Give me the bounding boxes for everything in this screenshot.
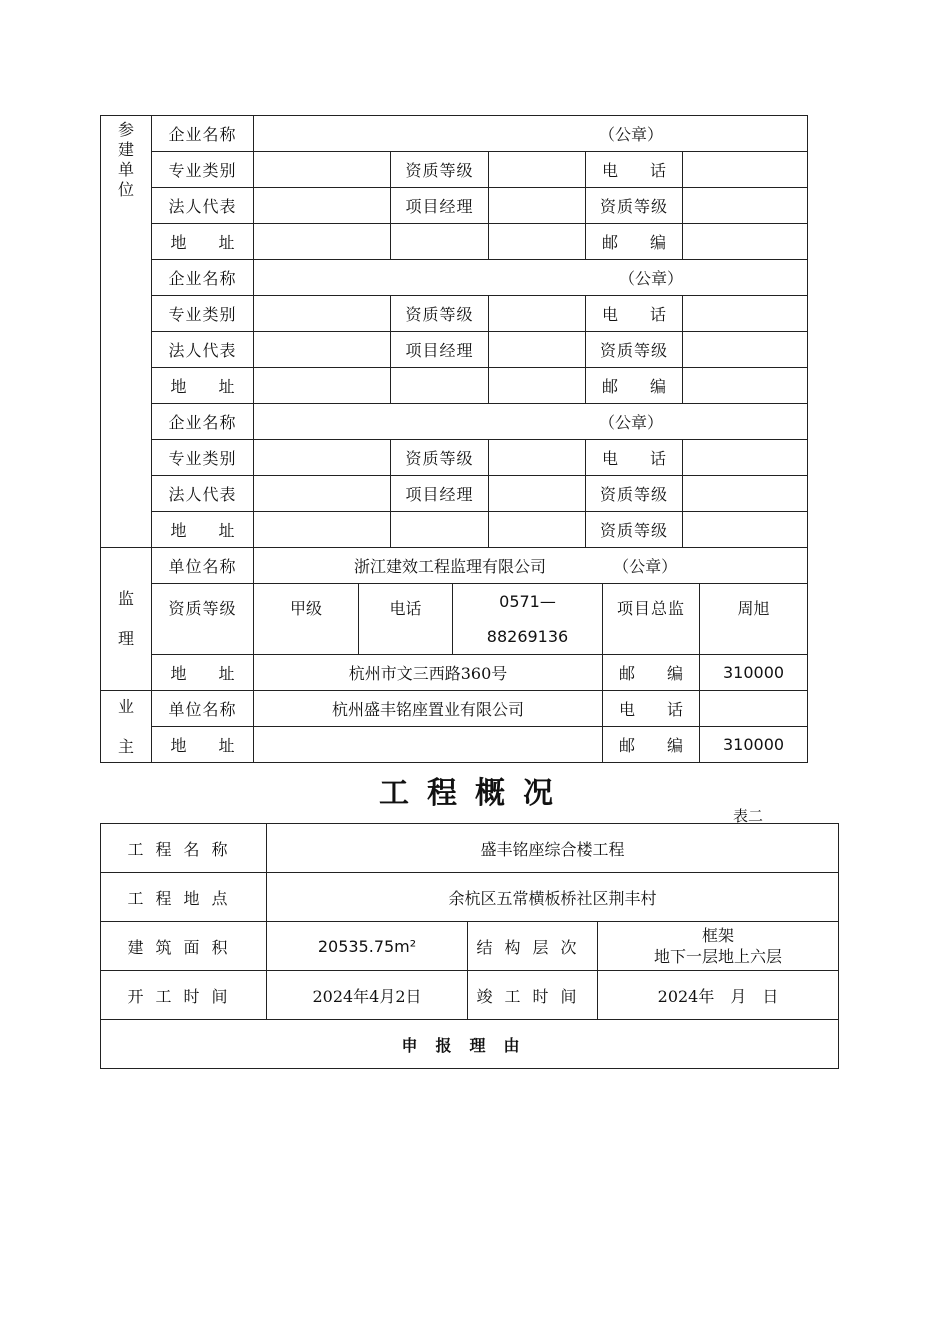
overview-table bbox=[100, 823, 839, 1069]
participants-group-label bbox=[101, 116, 152, 548]
participants-vertical-label: 参 建 单 位 bbox=[117, 120, 134, 199]
unit1-qualification-label: 资质等级 bbox=[391, 152, 489, 188]
supervision-group-label bbox=[101, 548, 152, 691]
unit3-qualification-field[interactable] bbox=[489, 440, 586, 476]
unit1-qualification2-label: 资质等级 bbox=[586, 188, 683, 224]
unit2-address-field-2[interactable] bbox=[391, 368, 489, 404]
owner-postcode: 310000 bbox=[700, 727, 808, 763]
unit1-address-field-3[interactable] bbox=[489, 224, 586, 260]
unit3-qualification2-label: 资质等级 bbox=[586, 476, 683, 512]
unit1-specialty-field[interactable] bbox=[254, 152, 391, 188]
unit1-pm-label: 项目经理 bbox=[391, 188, 489, 224]
unit3-postcode-field[interactable] bbox=[683, 512, 808, 548]
unit1-specialty-label: 专业类别 bbox=[152, 152, 254, 188]
unit2-postcode-label: 邮 编 bbox=[586, 368, 683, 404]
unit2-legal-rep-label: 法人代表 bbox=[152, 332, 254, 368]
unit2-phone-field[interactable] bbox=[683, 296, 808, 332]
structure-label: 结构层次 bbox=[468, 922, 598, 971]
owner-address-label: 地 址 bbox=[152, 727, 254, 763]
structure-line2: 地下一层地上六层 bbox=[654, 947, 783, 966]
unit3-legal-rep-field[interactable] bbox=[254, 476, 391, 512]
supervision-address: 杭州市文三西路360号 bbox=[254, 655, 603, 691]
reason-label: 申报理由 bbox=[101, 1020, 839, 1069]
owner-vertical-label: 业 主 bbox=[117, 696, 134, 756]
unit3-phone-label: 电 话 bbox=[586, 440, 683, 476]
unit2-qualification-field[interactable] bbox=[489, 296, 586, 332]
unit3-qualification-label: 资质等级 bbox=[391, 440, 489, 476]
structure-line1: 框架 bbox=[702, 926, 735, 945]
participants-table bbox=[100, 115, 808, 548]
unit2-postcode-field[interactable] bbox=[683, 368, 808, 404]
unit1-address-field-2[interactable] bbox=[391, 224, 489, 260]
unit2-name-label: 企业名称 bbox=[152, 260, 254, 296]
supervision-phone-line2: 88269136 bbox=[486, 627, 569, 646]
unit3-specialty-field[interactable] bbox=[254, 440, 391, 476]
start-label: 开工时间 bbox=[101, 971, 267, 1020]
unit3-address-field-2[interactable] bbox=[391, 512, 489, 548]
unit2-address-field[interactable] bbox=[254, 368, 391, 404]
supervision-owner-table bbox=[100, 547, 808, 763]
supervision-address-label: 地 址 bbox=[152, 655, 254, 691]
unit1-postcode-field[interactable] bbox=[683, 224, 808, 260]
unit1-name-label: 企业名称 bbox=[152, 116, 254, 152]
unit1-seal: （公章） bbox=[599, 125, 664, 144]
supervision-phone-line1: 0571— bbox=[499, 592, 556, 611]
unit3-name-field[interactable] bbox=[254, 404, 808, 440]
owner-group-label bbox=[101, 691, 152, 763]
unit3-address-label: 地 址 bbox=[152, 512, 254, 548]
unit2-qualification-label: 资质等级 bbox=[391, 296, 489, 332]
unit3-phone-field[interactable] bbox=[683, 440, 808, 476]
supervision-qualification: 甲级 bbox=[254, 584, 359, 655]
unit3-postcode-label: 资质等级 bbox=[586, 512, 683, 548]
unit2-pm-field[interactable] bbox=[489, 332, 586, 368]
unit2-seal: （公章） bbox=[619, 269, 684, 288]
unit1-pm-field[interactable] bbox=[489, 188, 586, 224]
unit3-qualification2-field[interactable] bbox=[683, 476, 808, 512]
overview-title: 工程概况 bbox=[379, 776, 571, 811]
supervision-phone-label: 电话 bbox=[359, 584, 453, 655]
unit2-pm-label: 项目经理 bbox=[391, 332, 489, 368]
supervision-postcode-label: 邮 编 bbox=[603, 655, 700, 691]
unit3-pm-field[interactable] bbox=[489, 476, 586, 512]
unit2-name-field[interactable] bbox=[254, 260, 808, 296]
unit2-specialty-label: 专业类别 bbox=[152, 296, 254, 332]
supervision-seal: （公章） bbox=[613, 557, 678, 576]
unit1-phone-field[interactable] bbox=[683, 152, 808, 188]
unit2-qualification2-field[interactable] bbox=[683, 332, 808, 368]
end-label: 竣工时间 bbox=[468, 971, 598, 1020]
owner-phone-field[interactable] bbox=[700, 691, 808, 727]
unit1-legal-rep-field[interactable] bbox=[254, 188, 391, 224]
unit3-address-field-3[interactable] bbox=[489, 512, 586, 548]
unit3-legal-rep-label: 法人代表 bbox=[152, 476, 254, 512]
supervision-phone bbox=[453, 584, 603, 655]
owner-unit-name: 杭州盛丰铭座置业有限公司 bbox=[254, 691, 603, 727]
unit3-seal: （公章） bbox=[599, 413, 664, 432]
unit3-name-label: 企业名称 bbox=[152, 404, 254, 440]
supervision-postcode: 310000 bbox=[700, 655, 808, 691]
unit1-qualification2-field[interactable] bbox=[683, 188, 808, 224]
area: 20535.75m² bbox=[267, 922, 468, 971]
unit2-qualification2-label: 资质等级 bbox=[586, 332, 683, 368]
unit2-specialty-field[interactable] bbox=[254, 296, 391, 332]
unit2-phone-label: 电 话 bbox=[586, 296, 683, 332]
project-name-label: 工程名称 bbox=[101, 824, 267, 873]
supervision-vertical-label: 监 理 bbox=[117, 589, 134, 648]
start-date: 2024年4月2日 bbox=[267, 971, 468, 1020]
location: 余杭区五常横板桥社区荆丰村 bbox=[267, 873, 839, 922]
unit2-legal-rep-field[interactable] bbox=[254, 332, 391, 368]
unit1-postcode-label: 邮 编 bbox=[586, 224, 683, 260]
supervision-unit-name: 浙江建效工程监理有限公司 bbox=[354, 557, 547, 576]
supervision-unit-name-field[interactable] bbox=[254, 548, 808, 584]
unit2-address-label: 地 址 bbox=[152, 368, 254, 404]
owner-unit-name-label: 单位名称 bbox=[152, 691, 254, 727]
unit1-address-label: 地 址 bbox=[152, 224, 254, 260]
end-date: 2024年 月 日 bbox=[598, 971, 839, 1020]
unit3-pm-label: 项目经理 bbox=[391, 476, 489, 512]
unit1-legal-rep-label: 法人代表 bbox=[152, 188, 254, 224]
table-number: 表二 bbox=[733, 807, 764, 825]
supervision-chief-label: 项目总监 bbox=[603, 584, 700, 655]
unit1-name-field[interactable] bbox=[254, 116, 808, 152]
unit1-phone-label: 电 话 bbox=[586, 152, 683, 188]
unit2-address-field-3[interactable] bbox=[489, 368, 586, 404]
project-name: 盛丰铭座综合楼工程 bbox=[267, 824, 839, 873]
owner-phone-label: 电 话 bbox=[603, 691, 700, 727]
owner-postcode-label: 邮 编 bbox=[603, 727, 700, 763]
location-label: 工程地点 bbox=[101, 873, 267, 922]
structure bbox=[598, 922, 839, 971]
owner-address-field[interactable] bbox=[254, 727, 603, 763]
supervision-qualification-label: 资质等级 bbox=[152, 584, 254, 655]
unit1-qualification-field[interactable] bbox=[489, 152, 586, 188]
supervision-chief: 周旭 bbox=[700, 584, 808, 655]
supervision-unit-name-label: 单位名称 bbox=[152, 548, 254, 584]
unit3-specialty-label: 专业类别 bbox=[152, 440, 254, 476]
area-label: 建筑面积 bbox=[101, 922, 267, 971]
unit1-address-field[interactable] bbox=[254, 224, 391, 260]
unit3-address-field[interactable] bbox=[254, 512, 391, 548]
